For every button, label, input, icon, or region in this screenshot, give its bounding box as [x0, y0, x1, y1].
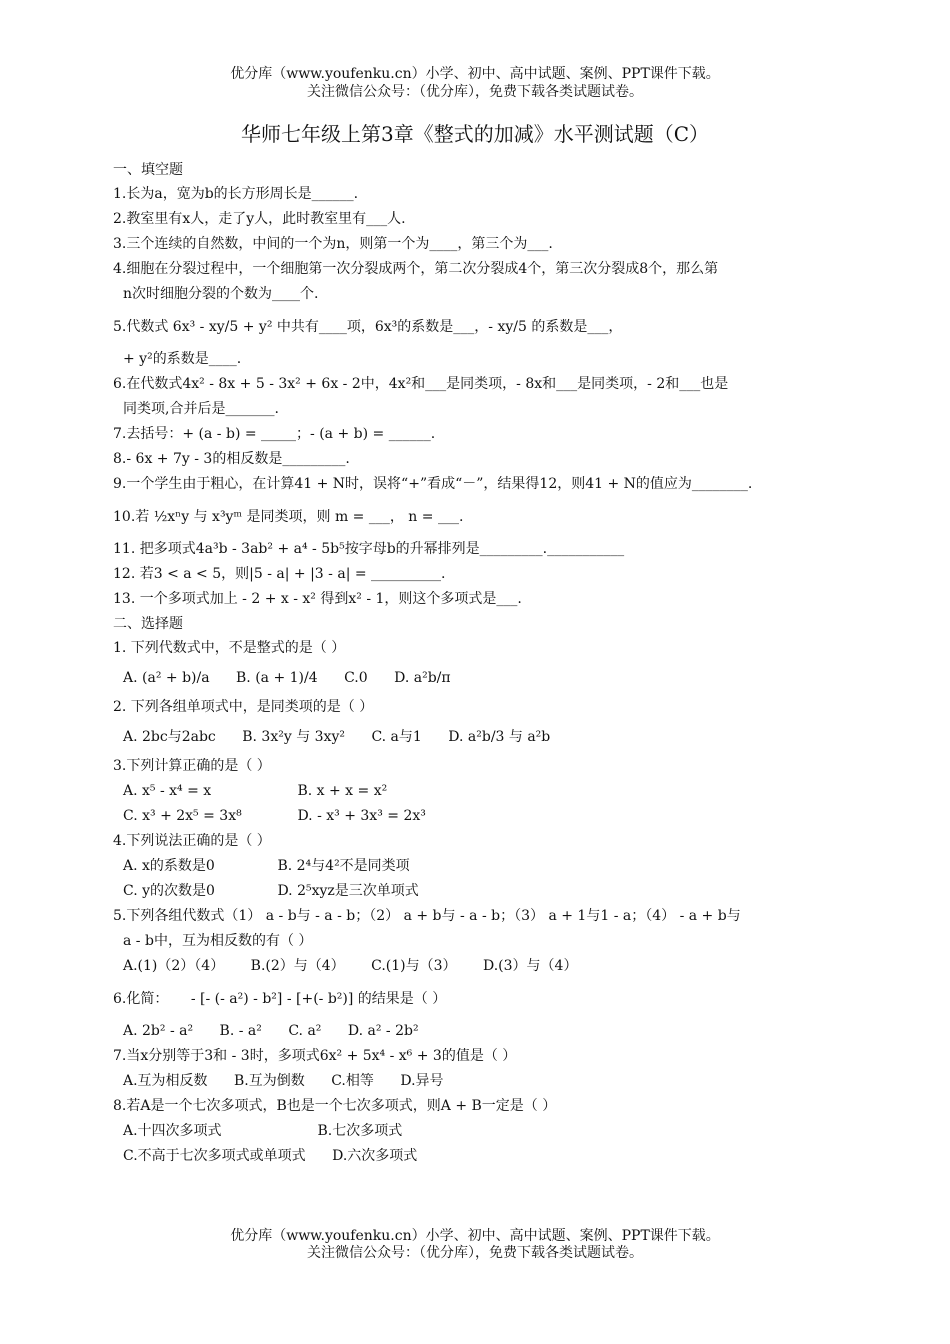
choice-options-3-row1 [113, 779, 853, 804]
question-6-prefix: 6.化简： [113, 991, 169, 1007]
option-a: A. 2bc与2abc [123, 729, 216, 745]
fill-question-6a: 6.在代数式4x² - 8x + 5 - 3x² + 6x - 2中，4x²和___是同类项，- 8x和___是同类项，- 2和___也是 [113, 376, 729, 392]
section-heading-choice: 二、选择题 [113, 616, 183, 632]
option-c: C. a² [288, 1023, 322, 1039]
option-d: D. a² - 2b² [347, 1023, 419, 1039]
option-c: C.不高于七次多项式或单项式 [123, 1148, 306, 1164]
choice-question-2: 2. 下列各组单项式中，是同类项的是（ ） [113, 699, 374, 715]
option-d: D.异号 [400, 1073, 444, 1089]
option-d: D. a²b/3 与 a²b [448, 729, 551, 745]
footer-line-1: 优分库（www.youfenku.cn）小学、初中、高中试题、案例、PPT课件下载。 [230, 1228, 720, 1244]
option-c: C. x³ + 2x⁵ = 3x⁸ [123, 808, 242, 824]
option-a: A.(1)（2）（4） [123, 958, 225, 974]
option-d: D. 2⁵xyz是三次单项式 [277, 883, 419, 899]
option-c: C. y的次数是0 [123, 883, 215, 899]
choice-options-2 [113, 720, 853, 754]
choice-question-6 [113, 979, 853, 1019]
choice-question-3: 3.下列计算正确的是（ ） [113, 758, 271, 774]
option-b: B. x + x = x² [297, 783, 388, 799]
section-heading-fill: 一、填空题 [113, 162, 183, 178]
choice-question-7: 7.当x分别等于3和 - 3时，多项式6x² + 5x⁴ - x⁶ + 3的值是（ ） [113, 1048, 517, 1064]
fill-question-5a: 5.代数式 6x³ - xy/5 + y² 中共有____项，6x³的系数是___，- xy/5 的系数是___， [113, 319, 623, 335]
option-a: A.十四次多项式 [123, 1123, 222, 1139]
option-c: C.0 [344, 670, 368, 686]
option-b: B. (a + 1)/4 [236, 670, 318, 686]
choice-options-4-row2 [113, 879, 853, 904]
option-a: A. x⁵ - x⁴ = x [123, 783, 212, 799]
option-b: B. - a² [219, 1023, 262, 1039]
option-a: A. x的系数是0 [123, 858, 215, 874]
question-6-expression: - [- (- a²) - b²] - [+(- b²)] [190, 991, 354, 1007]
option-b: B.七次多项式 [317, 1123, 403, 1139]
option-a: A.互为相反数 [123, 1073, 208, 1089]
question-6-tail: 的结果是（ ） [357, 991, 447, 1007]
choice-options-1 [113, 661, 853, 695]
option-b: B. 3x²y 与 3xy² [242, 729, 345, 745]
fill-question-3: 3.三个连续的自然数，中间的一个为n，则第一个为____，第三个为___. [113, 236, 553, 252]
choice-question-1: 1. 下列代数式中，不是整式的是（ ） [113, 640, 346, 656]
option-c: C.(1)与（3） [371, 958, 457, 974]
header-line-2: 关注微信公众号：（优分库），免费下载各类试题试卷。 [307, 84, 643, 100]
fill-question-2: 2.教室里有x人，走了y人，此时教室里有___人. [113, 211, 406, 227]
option-d: D.六次多项式 [332, 1148, 418, 1164]
fill-question-9: 9.一个学生由于粗心，在计算41 + N时，误将“+”看成“－”，结果得12，则41 + N的值应为________. [113, 476, 753, 492]
option-a: A. (a² + b)/a [123, 670, 210, 686]
fill-question-5b: + y²的系数是____. [123, 351, 242, 367]
option-b: B. 2⁴与4²不是同类项 [277, 858, 410, 874]
fill-question-6b: 同类项,合并后是_______. [123, 401, 279, 417]
choice-question-8: 8.若A是一个七次多项式，B也是一个七次多项式，则A + B一定是（ ） [113, 1098, 557, 1114]
choice-options-6 [113, 1019, 853, 1044]
choice-question-4: 4.下列说法正确的是（ ） [113, 833, 271, 849]
choice-question-5b: a - b中，互为相反数的有（ ） [123, 933, 313, 949]
option-d: D.(3）与（4） [483, 958, 578, 974]
option-d: D. a²b/π [394, 670, 451, 686]
choice-options-8-row2 [113, 1144, 853, 1169]
option-b: B.互为倒数 [234, 1073, 305, 1089]
choice-question-5a: 5.下列各组代数式（1） a - b与 - a - b；（2） a + b与 - a - b；（3） a + 1与1 - a；（4） - a + b与 [113, 908, 741, 924]
fill-question-11: 11. 把多项式4a³b - 3ab² + a⁴ - 5b⁵按字母b的升幂排列是_________.___________ [113, 541, 625, 557]
option-c: C.相等 [331, 1073, 374, 1089]
fill-question-8: 8.- 6x + 7y - 3的相反数是_________. [113, 451, 350, 467]
fill-question-4b: n次时细胞分裂的个数为____个. [123, 286, 319, 302]
option-a: A. 2b² - a² [123, 1023, 194, 1039]
choice-options-8-row1 [113, 1119, 853, 1144]
fill-question-1: 1.长为a，宽为b的长方形周长是______. [113, 186, 359, 202]
footer-line-2: 关注微信公众号：（优分库），免费下载各类试题试卷。 [307, 1245, 643, 1261]
fill-question-13: 13. 一个多项式加上 - 2 + x - x² 得到x² - 1，则这个多项式是___. [113, 591, 522, 607]
choice-options-7 [113, 1069, 853, 1094]
fill-question-4a: 4.细胞在分裂过程中，一个细胞第一次分裂成两个，第二次分裂成4个，第三次分裂成8个，那么第 [113, 261, 719, 277]
page-title: 华师七年级上第3章《整式的加减》水平测试题（C） [240, 122, 710, 146]
option-d: D. - x³ + 3x³ = 2x³ [297, 808, 426, 824]
header-line-1: 优分库（www.youfenku.cn）小学、初中、高中试题、案例、PPT课件下载。 [230, 66, 720, 82]
option-b: B.(2）与（4） [250, 958, 345, 974]
choice-options-4-row1 [113, 854, 853, 879]
fill-question-12: 12. 若3 < a < 5，则|5 - a| + |3 - a| = __________. [113, 566, 446, 582]
fill-question-10: 10.若 ½xⁿy 与 x³yᵐ 是同类项，则 m = ___， n = ___. [113, 509, 464, 525]
choice-options-5 [113, 954, 853, 979]
question-body [113, 158, 853, 1169]
choice-options-3-row2 [113, 804, 853, 829]
fill-question-7: 7.去括号：+ (a - b) = _____；- (a + b) = ______. [113, 426, 436, 442]
option-c: C. a与1 [371, 729, 422, 745]
